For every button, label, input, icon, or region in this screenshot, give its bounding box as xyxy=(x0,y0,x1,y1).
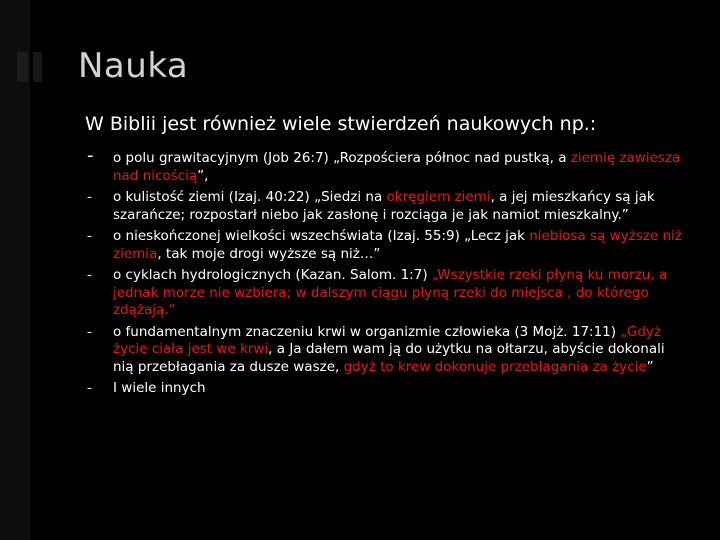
slide-title: Nauka xyxy=(78,46,189,86)
bullet-and-more xyxy=(87,380,687,398)
bullet-text: , a jej mieszkańcy są jak szarańcze; rozpostarł niebo jak zasłonę i rozciąga je jak namiot mieszkalny.” xyxy=(113,189,655,223)
bullet-emphasis: ziemię zawiesza nad nicością xyxy=(113,150,681,184)
bullet-marker: - xyxy=(87,189,92,205)
bullet-list xyxy=(87,145,687,402)
bullet-marker: - xyxy=(87,228,92,244)
bullet-text: ” xyxy=(646,358,654,375)
bullet-emphasis: okręgiem ziemi xyxy=(386,189,491,205)
title-accent-bar-secondary xyxy=(33,52,42,82)
bullet-emphasis: „Gdyż życie ciała jest we krwi xyxy=(113,323,661,357)
title-accent-bar xyxy=(17,52,28,82)
bullet-marker: - xyxy=(87,380,92,396)
bullet-marker: - xyxy=(87,323,92,340)
bullet-hydrology xyxy=(87,267,687,320)
bullet-text: o kulistość ziemi (Izaj. 40:22) „Siedzi na xyxy=(113,189,387,205)
bullet-emphasis: niebiosa są wyższe niż ziemia xyxy=(113,228,682,262)
bullet-text: I wiele innych xyxy=(113,380,206,396)
bullet-emphasis: gdyż to krew dokonuje przebłagania za życie xyxy=(343,358,647,375)
bullet-marker: - xyxy=(87,267,92,283)
intro-text: W Biblii jest również wiele stwierdzeń naukowych np.: xyxy=(85,113,597,135)
bullet-text: o nieskończonej wielkości wszechświata (Izaj. 55:9) „Lecz jak xyxy=(113,228,530,244)
bullet-gravity xyxy=(87,145,687,185)
bullet-text: , tak moje drogi wyższe są niż…” xyxy=(157,245,381,262)
bullet-text: , a Ja dałem wam ją do użytku na ołtarzu, abyście dokonali nią przebłagania za dusze wasze, xyxy=(113,341,665,375)
bullet-text: o cyklach hydrologicznych (Kazan. Salom. 1:7) xyxy=(113,267,432,283)
bullet-text: ”, xyxy=(197,167,209,184)
bullet-text: o polu grawitacyjnym (Job 26:7) „Rozpościera północ nad pustką, a xyxy=(113,150,571,166)
bullet-emphasis: „Wszystkie rzeki płyną ku morzu, a jednak morze nie wzbiera; w dalszym ciągu płyną rzeki do miejsca , do którego zdążają.” xyxy=(113,267,668,318)
bullet-blood xyxy=(87,324,687,377)
bullet-round-earth xyxy=(87,189,687,224)
bullet-text: o fundamentalnym znaczeniu krwi w organizmie człowieka (3 Mojż. 17:11) xyxy=(113,323,621,340)
bullet-universe-size xyxy=(87,228,687,263)
bullet-marker: - xyxy=(87,145,94,166)
